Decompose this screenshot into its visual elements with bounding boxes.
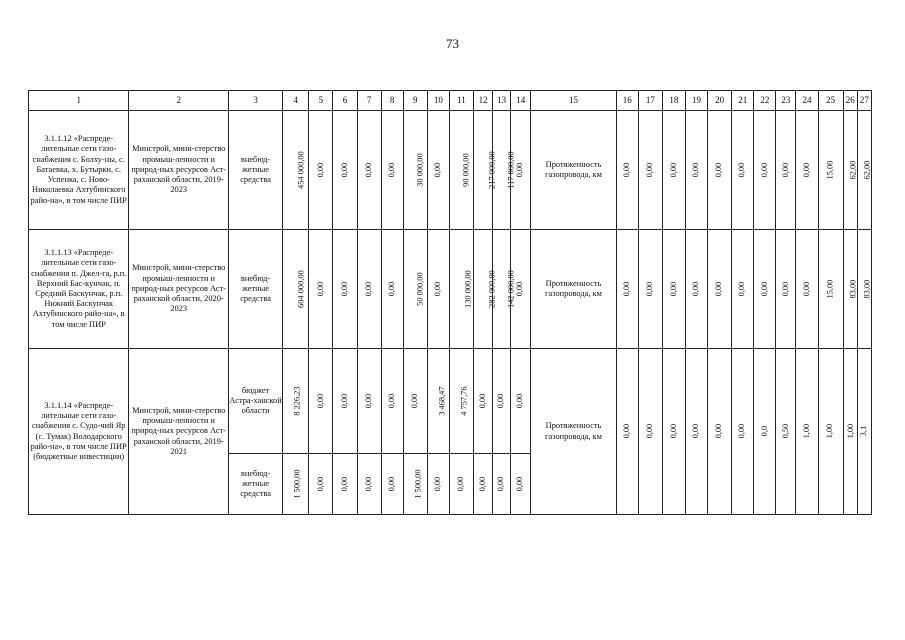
value-text: 15,00 [825, 160, 835, 180]
value-cell [357, 111, 381, 230]
value-cell [381, 454, 403, 515]
value-cell [427, 454, 449, 515]
value-text: 0,00 [315, 393, 325, 409]
value-cell [474, 349, 493, 454]
table-row [29, 349, 872, 454]
value-text: 0,00 [477, 476, 487, 492]
column-header: 25 [818, 91, 843, 111]
value-cell [309, 111, 333, 230]
value-text: 62,00 [862, 160, 872, 180]
column-header: 27 [857, 91, 871, 111]
value-cell [776, 230, 796, 349]
value-cell [732, 230, 754, 349]
value-text: 0,00 [496, 476, 506, 492]
value-cell [857, 111, 871, 230]
value-text: 0,00 [645, 281, 655, 297]
value-cell [708, 230, 732, 349]
value-text: 0,0 [759, 426, 769, 437]
value-text: 0,00 [315, 162, 325, 178]
value-cell [662, 230, 685, 349]
column-header: 5 [309, 91, 333, 111]
value-text: 90 000,00 [461, 153, 471, 187]
value-cell [283, 111, 309, 230]
indicator-cell: Протяженность газопровода, км [531, 230, 616, 349]
column-header: 18 [662, 91, 685, 111]
value-cell [857, 349, 871, 515]
value-text: 0,00 [645, 162, 655, 178]
value-cell [638, 349, 662, 515]
column-header: 20 [708, 91, 732, 111]
value-cell [638, 230, 662, 349]
value-text: 15,00 [825, 279, 835, 299]
source-cell: внебюд-жетные средства [228, 111, 282, 230]
value-cell [333, 454, 357, 515]
value-cell [357, 230, 381, 349]
value-text: 604 000,00 [296, 270, 306, 308]
value-cell [732, 349, 754, 515]
indicator-cell: Протяженность газопровода, км [531, 111, 616, 230]
column-header: 16 [616, 91, 638, 111]
value-text: 0,00 [691, 424, 701, 439]
column-header: 2 [129, 91, 228, 111]
header-row [29, 91, 872, 111]
value-cell [708, 349, 732, 515]
value-text: 1,00 [845, 424, 855, 439]
value-cell [427, 349, 449, 454]
value-cell [818, 349, 843, 515]
column-header: 4 [283, 91, 309, 111]
value-cell [283, 349, 309, 454]
value-text: 130 000,00 [463, 270, 473, 308]
event-name: 3.1.1.12 «Распреде-лительные сети газо-снабжения с. Болху-ны, с. Батаевка, х. Бутырки, с. Успенка, с. Ново-Николаевка Ахтубинского райо-на», в том числе ПИР [29, 111, 129, 230]
value-text: 0,00 [387, 162, 397, 178]
executor-cell: Минстрой, мини-стерство промыш-ленности и природ-ных ресурсов Аст-раханской области, 2019-2023 [129, 111, 228, 230]
value-cell [754, 230, 776, 349]
value-cell [616, 230, 638, 349]
value-cell [449, 230, 473, 349]
value-cell [754, 349, 776, 515]
column-header: 19 [685, 91, 707, 111]
value-cell [283, 230, 309, 349]
source-cell: внебюд-жетные средства [228, 454, 282, 515]
value-cell [333, 349, 357, 454]
table-row [29, 230, 872, 349]
value-cell [427, 111, 449, 230]
column-header: 10 [427, 91, 449, 111]
value-cell [843, 111, 857, 230]
value-cell [616, 111, 638, 230]
value-cell [309, 230, 333, 349]
value-text: 0,00 [714, 281, 724, 297]
column-header: 17 [638, 91, 662, 111]
source-cell: внебюд-жетные средства [228, 230, 282, 349]
value-cell [403, 111, 427, 230]
value-text: 3,1 [859, 426, 869, 437]
value-text: 0,00 [622, 162, 632, 178]
column-header: 26 [843, 91, 857, 111]
value-text: 0,00 [339, 162, 349, 178]
value-cell [511, 349, 531, 454]
indicator-cell: Протяженность газопровода, км [531, 349, 616, 515]
value-text: 0,00 [759, 281, 769, 297]
value-cell [474, 111, 497, 230]
value-text: 0,00 [691, 281, 701, 297]
value-text: 1,00 [825, 424, 835, 439]
value-text: 1 500,00 [413, 469, 423, 499]
value-cell [474, 230, 497, 349]
value-cell [333, 230, 357, 349]
value-text: 50 000,00 [415, 272, 425, 306]
column-header: 22 [754, 91, 776, 111]
value-text: 0,00 [339, 393, 349, 409]
value-text: 62,00 [847, 160, 857, 180]
value-text: 0,00 [801, 162, 811, 178]
value-text: 142 000,00 [506, 270, 516, 308]
value-text: 454 000,00 [296, 151, 306, 189]
value-text: 0,00 [456, 476, 466, 492]
value-cell [403, 349, 427, 454]
value-text: 0,00 [622, 424, 632, 439]
value-text: 0,00 [433, 476, 443, 492]
value-cell [381, 111, 403, 230]
value-cell [427, 230, 449, 349]
value-text: 0,00 [433, 162, 443, 178]
value-text: 83,00 [862, 279, 872, 299]
value-text: 0,00 [315, 281, 325, 297]
value-cell [662, 111, 685, 230]
value-text: 83,00 [847, 279, 857, 299]
value-cell [449, 349, 473, 454]
value-text: 0,00 [387, 476, 397, 492]
column-header: 14 [511, 91, 531, 111]
value-cell [818, 111, 843, 230]
value-cell [449, 454, 473, 515]
column-header: 7 [357, 91, 381, 111]
value-text: 0,00 [737, 424, 747, 439]
value-cell [708, 111, 732, 230]
executor-cell: Минстрой, мини-стерство промыш-ленности и природ-ных ресурсов Аст-раханской области, 2020-2023 [129, 230, 228, 349]
value-text: 0,00 [780, 162, 790, 178]
column-header: 1 [29, 91, 129, 111]
value-cell [843, 349, 857, 515]
value-text: 1 500,00 [292, 469, 302, 499]
value-text: 0,00 [515, 393, 525, 409]
value-cell [857, 230, 871, 349]
value-cell [309, 349, 333, 454]
value-text: 0,00 [714, 162, 724, 178]
value-text: 0,00 [410, 393, 420, 409]
value-cell [283, 454, 309, 515]
column-header: 15 [531, 91, 616, 111]
value-cell [493, 349, 511, 454]
source-cell: бюджет Астра-ханской области [228, 349, 282, 454]
value-text: 0,00 [515, 476, 525, 492]
value-text: 0,00 [691, 162, 701, 178]
column-header: 24 [796, 91, 818, 111]
value-cell [843, 230, 857, 349]
page-number: 73 [446, 36, 459, 51]
value-text: 0,00 [759, 162, 769, 178]
value-text: 0,00 [668, 424, 678, 439]
value-text: 0,00 [339, 281, 349, 297]
column-header: 23 [776, 91, 796, 111]
value-cell [333, 111, 357, 230]
value-cell [754, 111, 776, 230]
value-text: 0,00 [668, 162, 678, 178]
value-cell [357, 454, 381, 515]
value-text: 0,00 [668, 281, 678, 297]
column-header: 3 [228, 91, 282, 111]
value-cell [403, 230, 427, 349]
value-text: 0,00 [737, 162, 747, 178]
value-text: 0,00 [622, 281, 632, 297]
value-text: 0,00 [339, 476, 349, 492]
column-header: 21 [732, 91, 754, 111]
value-text: 282 000,00 [487, 270, 497, 308]
value-cell [403, 454, 427, 515]
value-text: 0,00 [363, 281, 373, 297]
column-header: 9 [403, 91, 427, 111]
value-cell [776, 349, 796, 515]
value-text: 0,00 [433, 281, 443, 297]
value-text: 0,00 [477, 393, 487, 409]
value-cell [493, 454, 511, 515]
column-header: 12 [474, 91, 493, 111]
column-header: 13 [493, 91, 511, 111]
value-text: 8 226,23 [292, 386, 302, 416]
value-text: 0,00 [363, 476, 373, 492]
value-cell [685, 230, 707, 349]
value-text: 0,50 [780, 424, 790, 439]
value-text: 0,00 [387, 393, 397, 409]
value-text: 4 757,76 [459, 386, 469, 416]
value-cell [732, 111, 754, 230]
value-text: 0,00 [515, 281, 525, 297]
value-cell [638, 111, 662, 230]
table-row [29, 111, 872, 230]
value-cell [449, 111, 473, 230]
value-cell [474, 454, 493, 515]
value-cell [357, 349, 381, 454]
value-cell [796, 230, 818, 349]
column-header: 8 [381, 91, 403, 111]
value-text: 0,00 [737, 281, 747, 297]
value-text: 30 000,00 [415, 153, 425, 187]
value-text: 0,00 [363, 393, 373, 409]
executor-cell: Минстрой, мини-стерство промыш-ленности и природ-ных ресурсов Аст-раханской области, 2019-2021 [129, 349, 228, 515]
value-cell [616, 349, 638, 515]
value-cell [796, 111, 818, 230]
value-text: 0,00 [387, 281, 397, 297]
value-cell [662, 349, 685, 515]
value-cell [776, 111, 796, 230]
value-text: 0,00 [363, 162, 373, 178]
value-text: 3 468,47 [437, 386, 447, 416]
event-name: 3.1.1.14 «Распреде-лительные сети газо-снабжения с. Судо-чий Яр (с. Тумак) Володарского райо-на», в том числе ПИР (бюджетные инвестиции) [29, 349, 129, 515]
value-text: 217 000,00 [487, 151, 497, 189]
value-cell [381, 230, 403, 349]
event-name: 3.1.1.13 «Распреде-лительные сети газо-снабжения п. Джел-га, р.п. Верхний Бас-кунчак, п. Средний Баскунчак, р.п. Нижний Баскунчак Ахтубинского райо-на», в том числе ПИР [29, 230, 129, 349]
value-text: 0,00 [315, 476, 325, 492]
value-cell [818, 230, 843, 349]
value-text: 1,00 [801, 424, 811, 439]
value-cell [309, 454, 333, 515]
value-cell [381, 349, 403, 454]
value-text: 117 000,00 [506, 151, 516, 189]
value-cell [685, 349, 707, 515]
value-text: 0,00 [645, 424, 655, 439]
value-text: 0,00 [801, 281, 811, 297]
value-text: 0,00 [714, 424, 724, 439]
column-header: 11 [449, 91, 473, 111]
column-header: 6 [333, 91, 357, 111]
value-cell [796, 349, 818, 515]
value-cell [511, 454, 531, 515]
value-text: 0,00 [496, 393, 506, 409]
value-text: 0,00 [515, 162, 525, 178]
value-cell [685, 111, 707, 230]
program-table [28, 90, 872, 515]
value-text: 0,00 [780, 281, 790, 297]
